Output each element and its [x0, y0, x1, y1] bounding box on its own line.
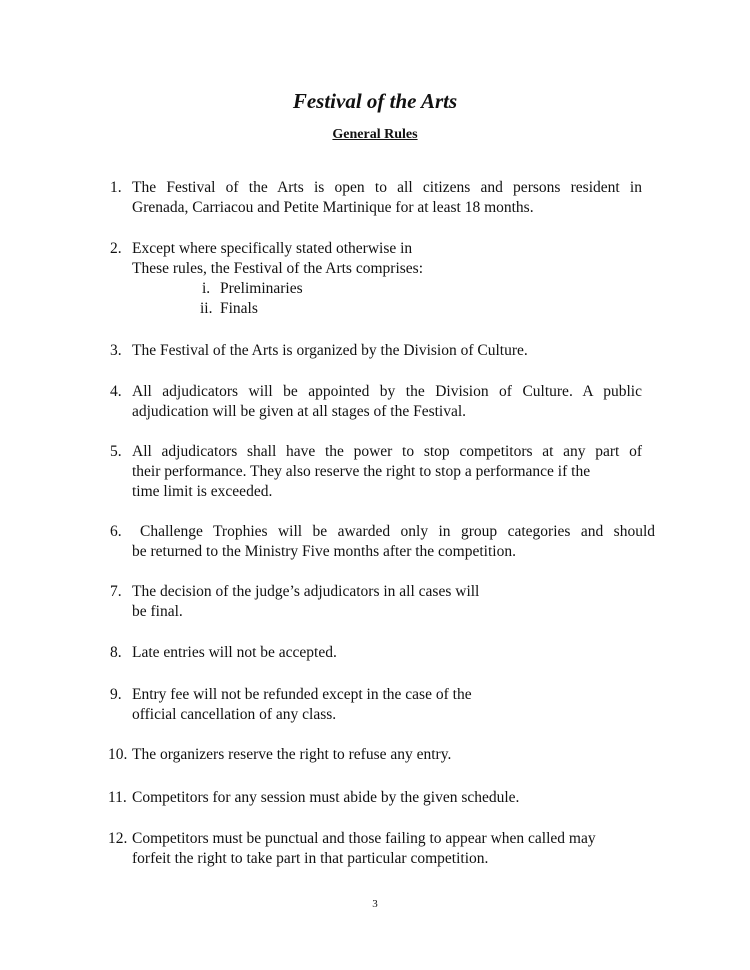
rule-line: Grenada, Carriacou and Petite Martinique for at least 18 months.	[132, 199, 534, 216]
rule-number: 2.	[110, 240, 122, 257]
rule-number: 7.	[110, 583, 122, 600]
rule-line: Except where specifically stated otherwise in	[132, 240, 413, 257]
rule-line: Competitors must be punctual and those failing to appear when called may	[132, 830, 596, 847]
rule-line: The decision of the judge’s adjudicators in all cases will	[132, 583, 480, 600]
rule-line: Competitors for any session must abide by the given schedule.	[132, 789, 520, 806]
page-number: 3	[372, 898, 378, 910]
subitem-text: Preliminaries	[220, 280, 303, 297]
rule-line: All adjudicators will be appointed by the Division of Culture. A public	[132, 383, 642, 400]
rule-number: 1.	[110, 179, 122, 196]
rule-number: 5.	[110, 443, 122, 460]
rule-number: 8.	[110, 644, 122, 661]
rule-line: Challenge Trophies will be awarded only in group categories and should	[140, 523, 655, 540]
rule-line: The organizers reserve the right to refuse any entry.	[132, 746, 452, 763]
rule-line: Late entries will not be accepted.	[132, 644, 337, 661]
rule-number: 11.	[108, 789, 127, 806]
rule-number: 9.	[110, 686, 122, 703]
document-subtitle: General Rules	[332, 127, 418, 142]
rule-line: All adjudicators shall have the power to stop competitors at any part of	[132, 443, 642, 460]
rule-line: Entry fee will not be refunded except in the case of the	[132, 686, 472, 703]
rule-line: The Festival of the Arts is organized by the Division of Culture.	[132, 342, 528, 359]
rule-number: 4.	[110, 383, 122, 400]
rule-number: 6.	[110, 523, 122, 540]
rule-line: forfeit the right to take part in that particular competition.	[132, 850, 489, 867]
rule-line: be final.	[132, 603, 183, 620]
rule-line: time limit is exceeded.	[132, 483, 273, 500]
rule-number: 10.	[108, 746, 128, 763]
rule-line: be returned to the Ministry Five months after the competition.	[132, 543, 516, 560]
subitem-marker: i.	[202, 280, 211, 297]
subitem-marker: ii.	[200, 300, 213, 317]
rule-line: adjudication will be given at all stages of the Festival.	[132, 403, 467, 420]
rule-number: 12.	[108, 830, 128, 847]
rule-number: 3.	[110, 342, 122, 359]
document-title: Festival of the Arts	[292, 89, 458, 113]
rule-line: The Festival of the Arts is open to all citizens and persons resident in	[132, 179, 642, 196]
rule-line: These rules, the Festival of the Arts comprises:	[132, 260, 423, 277]
rule-line: their performance. They also reserve the right to stop a performance if the	[132, 463, 591, 480]
rule-line: official cancellation of any class.	[132, 706, 337, 723]
subitem-text: Finals	[220, 300, 258, 317]
